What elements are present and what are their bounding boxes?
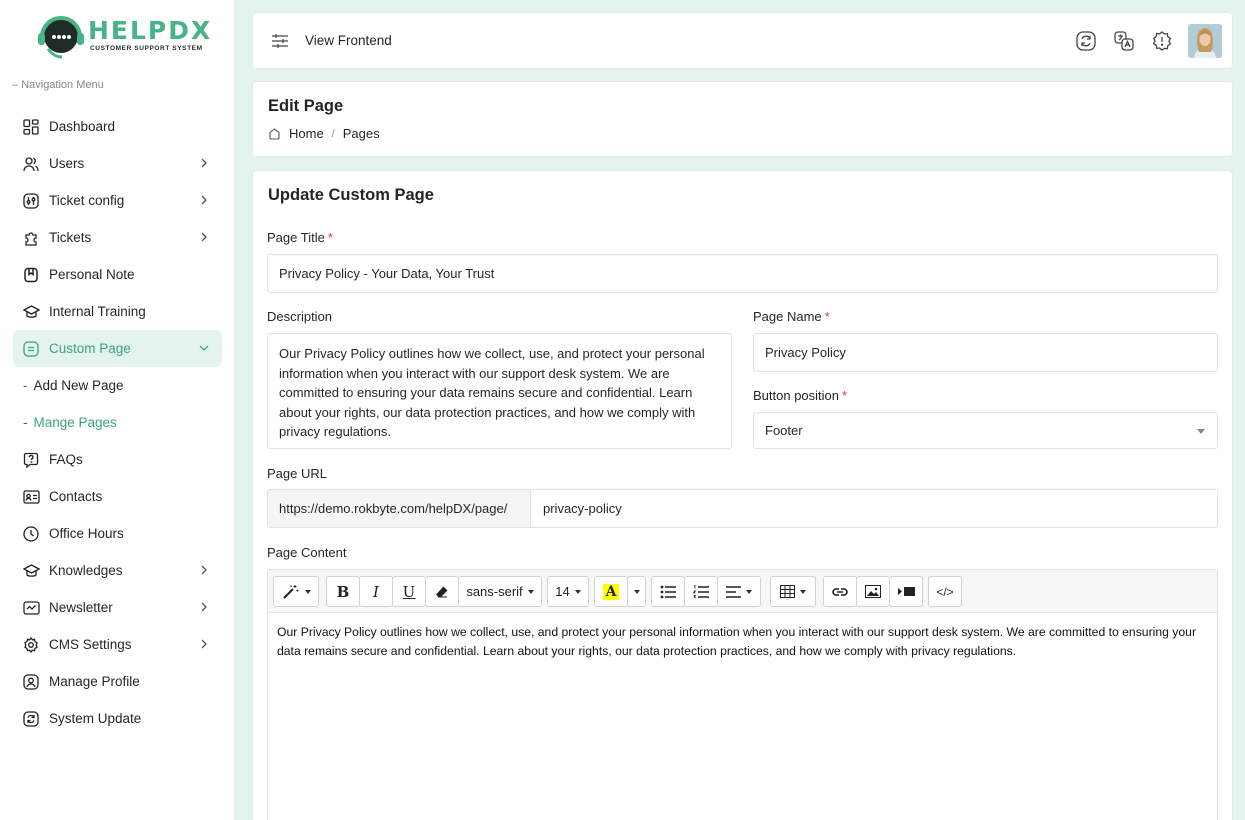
page-title-input[interactable]: Privacy Policy - Your Data, Your Trust (267, 254, 1218, 293)
description-label: Description (267, 309, 333, 324)
chevron-right-icon (198, 231, 210, 243)
page-url-label: Page URL (267, 466, 327, 481)
link-button[interactable] (823, 576, 857, 607)
sidebar-subitem-add-new-page[interactable]: - Add New Page (23, 378, 124, 393)
sidebar-item-label: Ticket config (49, 193, 125, 208)
editor-content[interactable]: Our Privacy Policy outlines how we collect, use, and protect your personal information when you interact with our support desk system. We are committed to ensuring your data remains secure and confidential. Learn about your rights, our data protection practices, and how we comply with privacy regulations. (277, 625, 1197, 658)
translate-icon[interactable] (1113, 30, 1135, 52)
chevron-down-icon (198, 342, 210, 354)
clear-format-button[interactable] (425, 576, 459, 607)
headset-logo-icon (36, 15, 86, 61)
eraser-icon (435, 585, 449, 599)
sidebar-subitem-manage-pages[interactable]: - Mange Pages (23, 415, 117, 430)
sidebar-item-custom-page[interactable] (13, 330, 222, 367)
sidebar-item-ticket-config[interactable] (13, 182, 222, 219)
clock-icon (22, 525, 40, 543)
sidebar-item-knowledges[interactable] (13, 552, 222, 589)
button-position-value: Footer (765, 423, 803, 438)
numbered-list-button[interactable] (684, 576, 718, 607)
sidebar-toggle-icon[interactable] (271, 33, 289, 49)
button-position-label: Button position * (753, 388, 848, 403)
image-icon (865, 585, 881, 598)
faq-icon (22, 451, 40, 469)
sidebar-item-personal-note[interactable] (13, 256, 222, 293)
sidebar-item-label: Dashboard (49, 119, 116, 134)
tickets-icon (22, 229, 40, 247)
button-position-select[interactable] (753, 412, 1218, 449)
editor-toolbar (268, 570, 1217, 613)
sidebar-item-label: Internal Training (49, 304, 146, 319)
paragraph-align-dropdown[interactable] (717, 576, 761, 607)
video-icon (898, 586, 915, 597)
sidebar-item-label: Newsletter (49, 600, 113, 615)
italic-button[interactable]: I (359, 576, 393, 607)
sidebar-item-faqs[interactable] (13, 441, 222, 478)
sidebar-item-manage-profile[interactable] (13, 663, 222, 700)
chevron-right-icon (198, 157, 210, 169)
image-button[interactable] (856, 576, 890, 607)
sidebar (0, 0, 235, 820)
update-icon (22, 710, 40, 728)
page-name-label: Page Name * (753, 309, 830, 324)
underline-button[interactable]: U (392, 576, 426, 607)
sidebar-item-system-update[interactable] (13, 700, 222, 737)
sidebar-item-newsletter[interactable] (13, 589, 222, 626)
sidebar-item-label: Knowledges (49, 563, 123, 578)
align-left-icon (726, 586, 741, 598)
newsletter-icon (22, 599, 40, 617)
sidebar-item-office-hours[interactable] (13, 515, 222, 552)
sidebar-item-cms-settings[interactable] (13, 626, 222, 663)
note-icon (22, 266, 40, 284)
update-page-card (253, 171, 1232, 820)
select-arrow-icon (1197, 429, 1205, 434)
brand-logo[interactable] (36, 15, 213, 61)
description-textarea[interactable]: Our Privacy Policy outlines how we collect, use, and protect your personal information when you interact with our support desk system. We are committed to ensuring your data remains secure and confidential. Learn about your rights, our data protection practices, and how we comply with privacy regulations. (267, 333, 732, 449)
chevron-right-icon (198, 638, 210, 650)
sidebar-item-internal-training[interactable] (13, 293, 222, 330)
magic-wand-icon (282, 584, 300, 600)
link-icon (832, 587, 848, 597)
sidebar-item-label: Add New Page (33, 378, 124, 393)
bold-button[interactable]: B (326, 576, 360, 607)
brand-tagline: CUSTOMER SUPPORT SYSTEM (90, 45, 203, 52)
sidebar-item-dashboard[interactable] (13, 108, 222, 145)
sidebar-item-label: FAQs (49, 452, 83, 467)
chevron-right-icon (198, 564, 210, 576)
table-dropdown[interactable] (770, 576, 816, 607)
sidebar-item-label: Personal Note (49, 267, 135, 282)
video-button[interactable] (889, 576, 923, 607)
view-frontend-link[interactable]: View Frontend (305, 33, 392, 48)
breadcrumb: Home / Pages (268, 126, 380, 141)
card-title: Update Custom Page (268, 186, 434, 204)
sidebar-item-label: System Update (49, 711, 142, 726)
page-url-slug-input[interactable]: privacy-policy (543, 501, 622, 516)
table-icon (780, 585, 795, 598)
sidebar-item-label: Users (49, 156, 85, 171)
sidebar-item-contacts[interactable] (13, 478, 222, 515)
contacts-icon (22, 488, 40, 506)
users-icon (22, 155, 40, 173)
user-avatar[interactable] (1188, 24, 1222, 58)
numbered-list-icon (693, 585, 709, 599)
settings-icon (22, 636, 40, 654)
bullet-list-icon (660, 585, 676, 599)
page-title-label: Page Title * (267, 230, 333, 245)
training-icon (22, 303, 40, 321)
sidebar-item-label: Manage Profile (49, 674, 140, 689)
sidebar-item-users[interactable] (13, 145, 222, 182)
navigation-caption: – Navigation Menu (12, 79, 104, 91)
home-icon (268, 127, 281, 140)
sidebar-nav (13, 108, 222, 737)
page-header (253, 82, 1232, 156)
sidebar-item-label: Contacts (49, 489, 103, 504)
alert-icon[interactable] (1151, 30, 1173, 52)
dashboard-icon (22, 118, 40, 136)
page-title: Edit Page (268, 97, 344, 115)
ticket-config-icon (22, 192, 40, 210)
sidebar-item-label: Tickets (49, 230, 92, 245)
sidebar-item-label: CMS Settings (49, 637, 132, 652)
style-dropdown[interactable] (273, 576, 319, 607)
bullet-list-button[interactable] (651, 576, 685, 607)
breadcrumb-home[interactable]: Home (289, 126, 324, 141)
refresh-icon[interactable] (1075, 30, 1097, 52)
custom-page-icon (22, 340, 40, 358)
page-url-prefix: https://demo.rokbyte.com/helpDX/page/ (268, 490, 531, 527)
sidebar-item-label: Custom Page (49, 341, 131, 356)
page-name-input[interactable]: Privacy Policy (753, 333, 1218, 372)
knowledge-icon (22, 562, 40, 580)
sidebar-item-label: Office Hours (49, 526, 124, 541)
sidebar-item-label: Mange Pages (33, 415, 117, 430)
brand-name: HELPDX (88, 16, 213, 45)
profile-icon (22, 673, 40, 691)
color-dropdown-button[interactable] (627, 576, 646, 607)
chevron-right-icon (198, 194, 210, 206)
chevron-right-icon (198, 601, 210, 613)
font-family-dropdown[interactable]: sans-serif (458, 576, 542, 607)
top-bar (253, 13, 1232, 68)
page-content-label: Page Content (267, 545, 347, 560)
breadcrumb-current: Pages (342, 126, 380, 141)
font-size-dropdown[interactable]: 14 (547, 576, 589, 607)
highlight-color-button[interactable]: A (594, 576, 628, 607)
rich-text-editor (267, 569, 1218, 820)
code-view-button[interactable]: </> (928, 576, 962, 607)
page-url-group (267, 489, 1218, 528)
sidebar-item-tickets[interactable] (13, 219, 222, 256)
